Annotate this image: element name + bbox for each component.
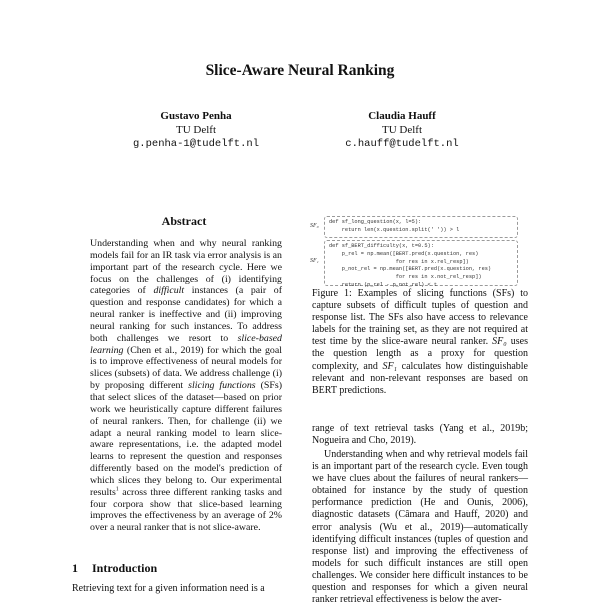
author-affiliation: TU Delft xyxy=(175,124,216,136)
code-line: return (p_rel - p_not_rel) < t xyxy=(329,281,438,288)
code-line: def sf_BERT_difficulty(x, t=0.5): xyxy=(329,243,434,249)
section-title: Introduction xyxy=(92,561,158,575)
paper-title: Slice-Aware Neural Ranking xyxy=(205,62,395,79)
caption-text: calculates how distinguishable relevant and non-relevant responses are based on BERT predictions. xyxy=(312,360,528,396)
footnote-marker: 1 xyxy=(115,486,119,493)
author-name: Gustavo Penha xyxy=(160,110,232,122)
abstract-emphasis: slice-based learning xyxy=(90,332,282,356)
abstract-text: (SFs) that select slices of the dataset—based on prior work we heuristically capture different failures of neural rankers. Then, for challenge (ii) we adapt a neural ranking model to learn slice-aware representations, i.e. the adapted model learns to represent the question and responses differently based on the model's prediction of which slices they belong to. Our experimental results xyxy=(90,380,282,498)
sf1-label: SF₁ xyxy=(310,258,319,264)
code-line: def sf_long_question(x, l=5): xyxy=(329,219,422,225)
code-line: return len(x.question.split(' ')) > l xyxy=(329,226,460,233)
author-block-1 xyxy=(96,109,296,151)
code-line: p_not_rel = np.mean([BERT.pred(x.question, res) xyxy=(329,266,492,273)
abstract-emphasis: difficult xyxy=(153,285,185,297)
abstract-body xyxy=(90,238,282,534)
caption-text: uses the question length as a proxy for question complexity, and xyxy=(312,336,528,372)
column2-paragraph: Understanding when and why retrieval models fail is an important part of the research cycle. Even tough we have clues about the failures of neural rankers—obtained for instance by the study of question performance prediction (He and Ounis, 2006), diagnostic datasets (Câmara and Hauff, 2020) and error analysis (Wu et al., 2019)—automatically identifying difficult instances (tuples of question and response list) and improving the effectiveness of models for such difficult instances are still open challenges. We consider here difficult instances to be question and responses for which a given neural ranker retrieval effectiveness is below the aver- xyxy=(312,449,528,606)
author-affiliation: TU Delft xyxy=(381,124,422,136)
abstract-heading: Abstract xyxy=(161,214,207,228)
code-line: for res in x.rel_resp]) xyxy=(329,258,469,265)
caption-text: Figure 1: Examples of slicing functions (SFs) to capture subsets of difficult tuples of question and response list. The SFs also have access to relevance labels for the training set, as they are not required at test time by the slice-aware neural ranker. xyxy=(312,288,528,348)
author-email: c.hauff@tudelft.nl xyxy=(345,138,459,150)
sf0-label: SF₀ xyxy=(310,223,319,229)
abstract-text: across three different ranking tasks and four corpora show that slice-based learning improves the effectiveness by an average of 2% over a neural ranker that is not slice-aware. xyxy=(90,486,282,534)
figure-caption xyxy=(312,288,528,397)
intro-text: Retrieving text for a given information need is a xyxy=(72,583,265,594)
abstract-emphasis: slicing functions xyxy=(188,380,256,392)
code-line: p_rel = np.mean([BERT.pred(x.question, res) xyxy=(329,250,479,257)
section-number: 1 xyxy=(72,561,78,575)
abstract-text: Understanding when and why neural ranking models fail for an IR task via error analysis is an important part of the research cycle. Here we focus on the challenges of (i) identifying categories of xyxy=(90,238,282,297)
author-email: g.penha-1@tudelft.nl xyxy=(132,138,260,150)
author-block-2 xyxy=(302,109,502,151)
code-box-sf0 xyxy=(324,216,518,238)
code-line: for res in x.not_rel_resp]) xyxy=(329,274,482,281)
section-heading xyxy=(72,561,157,576)
caption-math: SF₀ xyxy=(492,336,507,348)
code-box-sf1 xyxy=(324,240,518,286)
abstract-text: instances (a pair of question and response candidates) for which a neural ranker is ineffective and (ii) improving neural ranking for such instances. To address both challenges we resort to xyxy=(90,285,282,344)
abstract-text: (Chen et al., 2019) for which the goal is to improve effectiveness of neural models for slices (subsets) of data. We address challenge (i) by proposing different xyxy=(90,344,282,392)
author-name: Claudia Hauff xyxy=(368,110,436,122)
column2-paragraph: range of text retrieval tasks (Yang et al., 2019b; Nogueira and Cho, 2019). xyxy=(312,423,528,447)
caption-math: SF₁ xyxy=(382,360,398,372)
